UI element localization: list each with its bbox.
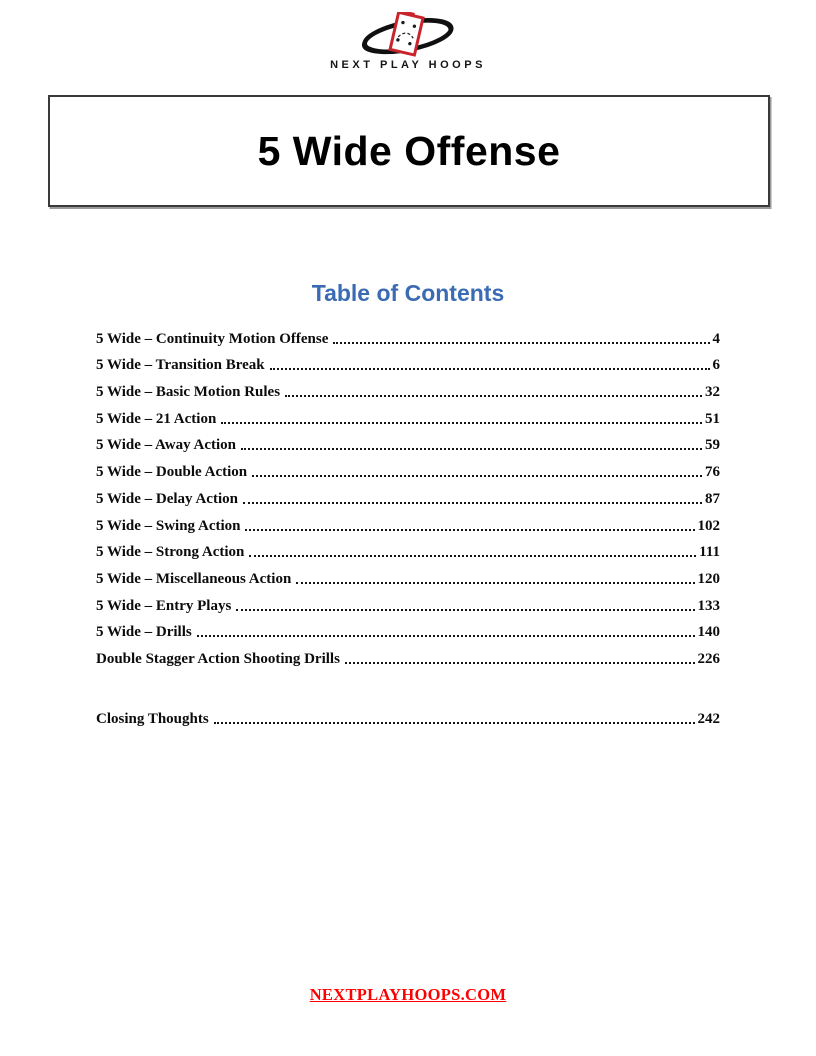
toc-entry[interactable] — [96, 351, 720, 378]
toc-entry-page: 59 — [705, 437, 720, 454]
next-play-hoops-logo-icon — [342, 12, 474, 58]
toc-entry-label: 5 Wide – Away Action — [96, 437, 237, 454]
dot-leader — [221, 422, 702, 424]
toc-entry-page: 226 — [697, 650, 720, 667]
toc-entry[interactable] — [96, 511, 720, 538]
toc-entry-label: 5 Wide – Entry Plays — [96, 597, 232, 614]
toc-entry-label: 5 Wide – Delay Action — [96, 490, 238, 507]
toc-entry-label: 5 Wide – 21 Action — [96, 410, 217, 427]
toc-entry-label: Closing Thoughts — [96, 710, 209, 727]
toc-entry-page: 6 — [712, 357, 720, 374]
toc-entry[interactable] — [96, 618, 720, 645]
title-box — [48, 95, 770, 207]
toc-entry-page: 32 — [705, 384, 720, 401]
dot-leader — [345, 662, 695, 664]
toc-entry-closing[interactable] — [96, 704, 720, 731]
toc-entry-page: 51 — [705, 410, 720, 427]
toc-entry-page: 120 — [697, 570, 720, 587]
logo-brand-text: NEXT PLAY HOOPS — [330, 59, 486, 71]
dot-leader — [245, 529, 694, 531]
dot-leader — [241, 448, 702, 450]
toc-entry-label: Double Stagger Action Shooting Drills — [96, 650, 340, 667]
toc-entry-label: 5 Wide – Basic Motion Rules — [96, 384, 281, 401]
toc-entry-page: 140 — [697, 624, 720, 641]
dot-leader — [243, 502, 702, 504]
dot-leader — [214, 722, 695, 724]
logo — [0, 12, 816, 71]
toc-entry[interactable] — [96, 324, 720, 351]
dot-leader — [249, 555, 696, 557]
page-footer — [0, 985, 816, 1005]
toc-entry[interactable] — [96, 591, 720, 618]
toc-entry[interactable] — [96, 457, 720, 484]
toc-entry-page: 4 — [712, 330, 720, 347]
toc-heading: Table of Contents — [311, 280, 505, 306]
toc-entry-page: 76 — [705, 464, 720, 481]
toc-entry-label: 5 Wide – Drills — [96, 624, 192, 641]
toc-entry-label: 5 Wide – Double Action — [96, 464, 248, 481]
toc-entry-page: 242 — [697, 710, 720, 727]
toc-entry[interactable] — [96, 404, 720, 431]
dot-leader — [236, 609, 694, 611]
toc-entry[interactable] — [96, 564, 720, 591]
toc-entry-page: 133 — [697, 597, 720, 614]
toc-entry[interactable] — [96, 484, 720, 511]
toc-entry-label: 5 Wide – Swing Action — [96, 517, 241, 534]
closing-section — [96, 704, 720, 731]
footer-website-link[interactable]: NEXTPLAYHOOPS.COM — [309, 985, 507, 1004]
toc-entry[interactable] — [96, 644, 720, 671]
dot-leader — [252, 475, 702, 477]
page-title: 5 Wide Offense — [257, 127, 561, 174]
dot-leader — [296, 582, 694, 584]
toc-entry-label: 5 Wide – Transition Break — [96, 357, 265, 374]
toc-list — [96, 324, 720, 671]
toc-entry[interactable] — [96, 377, 720, 404]
toc-entry-page: 87 — [705, 490, 720, 507]
toc-entry-page: 102 — [697, 517, 720, 534]
toc-entry-label: 5 Wide – Continuity Motion Offense — [96, 330, 329, 347]
toc-entry[interactable] — [96, 431, 720, 458]
dot-leader — [285, 395, 702, 397]
toc-entry-label: 5 Wide – Miscellaneous Action — [96, 570, 292, 587]
dot-leader — [270, 368, 710, 370]
dot-leader — [197, 635, 695, 637]
toc-entry-page: 111 — [699, 544, 720, 561]
toc-entry[interactable] — [96, 538, 720, 565]
dot-leader — [333, 342, 709, 344]
toc-entry-label: 5 Wide – Strong Action — [96, 544, 245, 561]
